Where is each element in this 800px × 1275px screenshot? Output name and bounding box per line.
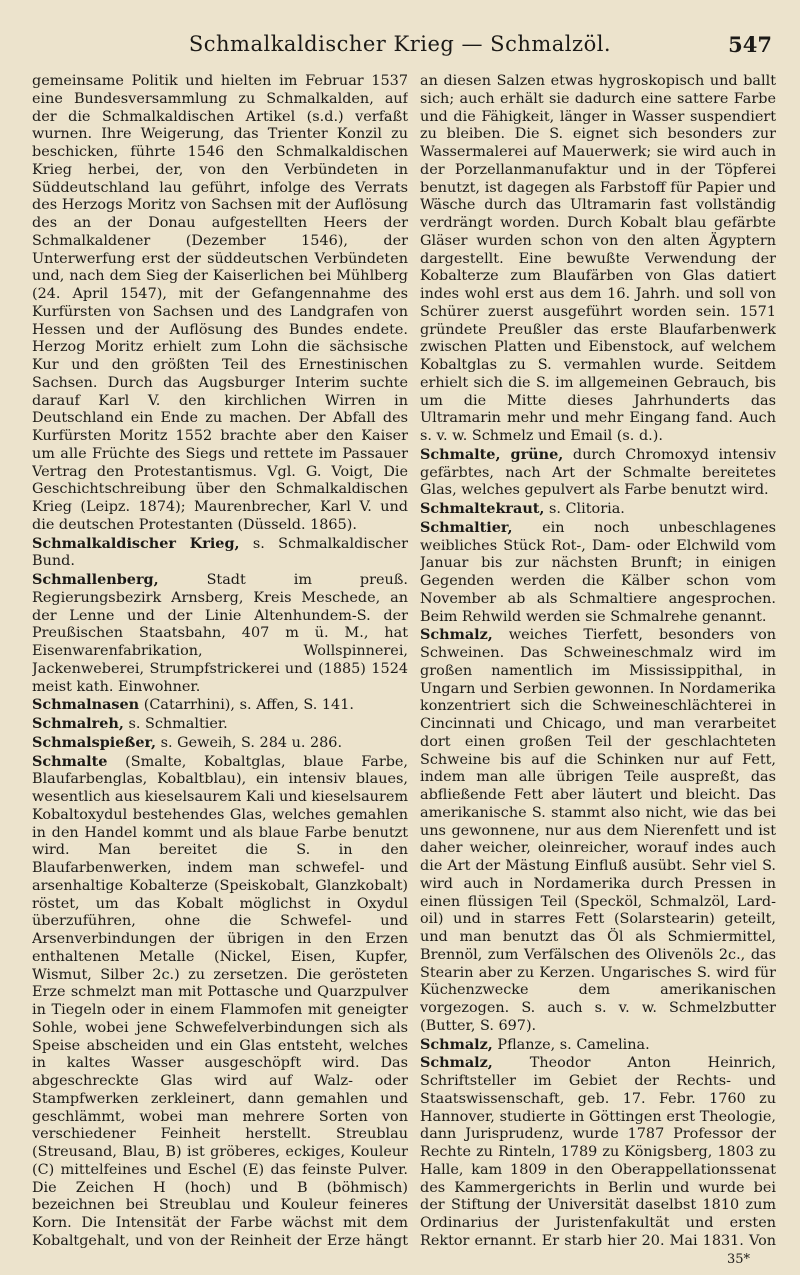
entry-headword: Schmalte <box>32 752 108 770</box>
entry-schmaltier <box>420 519 776 627</box>
entry-text: s. Geweih, S. 284 u. 286. <box>160 734 343 751</box>
entry-text: an diesen Salzen etwas hygroskopisch und ballt sich; auch erhält sie dadurch eine sattere Farbe und die Fähigkeit, länger in Wasser suspendiert zu bleiben. Die S. eignet sich besonders zur Wassermalerei auf Mauerwerk; sie wird auch in der Porzellanmanufaktur und in der Töpferei benutzt, ist dagegen als Farbstoff für Papier und Wäsche durch das Ultramarin fast vollständig verdrängt worden. Durch Kobalt blau gefärbte Gläser wurden schon von den alten Ägyptern dargestellt. Eine bewußte Verwendung der Kobalterze zum Blaufärben von Glas datiert indes wohl erst aus dem 16. Jahrh. und soll von Schürer zuerst ausgeführt worden sein. 1571 gründete Preußler das erste Blaufarbenwerk zwischen Platten und Eibenstock, auf welchem Kobaltglas zu S. vermahlen wurde. Seitdem erhielt sich die S. im allgemeinen Gebrauch, bis um die Mitte dieses Jahrhunderts das Ultramarin mehr und mehr Eingang fand. Auch s. v. w. Schmelz und Email (s. d.). <box>420 73 776 444</box>
entry-headword: Schmalz, <box>420 626 493 644</box>
entry-text: Theodor Anton Heinrich, Schriftsteller im Gebiet der Rechts- und Staatswissenschaft, geb. 17. Febr. 1760 zu Hannover, studierte in Göttingen erst Theologie, dann Jurisprudenz, wurde 1787 Professor der Rechte zu Rinteln, 1789 zu Königsberg, 1803 zu Halle, kam 1809 in den Oberappellationssenat des Kammergerichts in Berlin und wurde bei der Stiftung der Universität daselbst 1810 zum Ordinarius der Juristenfakultät und ersten Rektor ernannt. Er starb hier 20. Mai 1831. Von <box>420 1055 776 1249</box>
entry-schmalte-gruene <box>420 446 776 500</box>
entry-text: gemeinsame Politik und hielten im Februar 1537 eine Bundesversammlung zu Schmalkalden, auf der die Schmalkaldischen Artikel (s.d.) verfaßt wurnen. Ihre Weigerung, das Trienter Konzil zu beschicken, führte 1546 den Schmalkaldischen Krieg herbei, der, von den Verbündeten in Süddeutschland lau geführt, infolge des Verrats des Herzogs Moritz von Sachsen mit der Auflösung des an der Donau aufgestellten Heers der Schmalkaldener (Dezember 1546), der Unterwerfung erst der süddeutschen Verbündeten und, nach dem Sieg der Kaiserlichen bei Mühlberg (24. April 1547), mit der Gefangennahme des Kurfürsten von Sachsen und des Landgrafen von Hessen und der Auflösung des Bundes endete. Herzog Moritz erhielt zum Lohn die sächsische Kur und den größten Teil des Ernestinischen Sachsen. Durch das Augsburger Interim suchte darauf Karl V. den kirchlichen Wirren in Deutschland ein Ende zu machen. Der Abfall des Kurfürsten Moritz 1552 brachte aber den Kaiser um alle Früchte des Siegs und rettete im Passauer Vertrag den Protestantismus. Vgl. G. Voigt, Die Geschichtschreibung über den Schmalkaldischen Krieg (Leipz. 1874); Maurenbrecher, Karl V. und die deutschen Protestanten (Düsseld. 1865). <box>32 73 408 533</box>
entry-schmalz-pflanze <box>420 1036 776 1055</box>
entry-text: Pflanze, s. Camelina. <box>497 1036 650 1053</box>
entry-text: s. Schmalkaldischer Bund. <box>32 535 408 570</box>
entry-headword: Schmalkaldischer Krieg, <box>32 534 240 552</box>
entry-schmalz-fett <box>420 626 776 1035</box>
entry-continuation <box>420 72 776 446</box>
entry-text: s. Schmaltier. <box>128 716 228 732</box>
entry-headword: Schmalz, <box>420 1054 493 1072</box>
entry-headword: Schmaltier, <box>420 518 513 536</box>
entry-text: Stadt im preuß. Regierungsbezirk Arnsberg, Kreis Meschede, an der Lenne und der Linie Altenhundem-S. der Preußischen Staatsbahn, 407 m ü. M., hat Eisenwarenfabrikation, Wollspinnerei, Jackenweberei, Strumpfstrickerei und (1885) 1524 meist kath. Einwohner. <box>32 572 408 695</box>
entry-text: (Catarrhini), s. Affen, S. 141. <box>143 697 354 714</box>
entry-headword: Schmalspießer, <box>32 733 157 751</box>
entry-schmaltekraut <box>420 500 776 519</box>
entry-headword: Schmalreh, <box>32 715 124 732</box>
entry-headword: Schmallenberg, <box>32 571 159 588</box>
right-column <box>420 72 776 1251</box>
left-column <box>32 72 408 1251</box>
entry-schmalz-person <box>420 1054 776 1251</box>
entry-schmalnasen <box>32 696 408 715</box>
entry-text: ein noch unbeschlagenes weibliches Stück Rot-, Dam- oder Elchwild vom Januar bis zur nächsten Brunft; in einigen Gegenden werden die Kälber schon vom November ab als Schmaltiere angesprochen. Beim Rehwild werden sie Schmalrehe genannt. <box>420 519 776 625</box>
running-header <box>0 30 800 62</box>
entry-schmalreh <box>32 715 408 734</box>
entry-continuation <box>32 72 408 535</box>
entry-text: (Smalte, Kobaltglas, blaue Farbe, Blaufarbenglas, Kobaltblau), ein intensiv blaues, wesentlich aus kieselsaurem Kali und kieselsaurem Kobaltoxydul bestehendes Glas, welches gemahlen in den Handel kommt und als blaue Farbe benutzt wird. Man bereitet die S. in den Blaufarbenwerken, indem man schwefel- und arsenhaltige Kobalterze (Speiskobalt, Glanzkobalt) röstet, um das Kobalt möglichst in Oxydul überzuführen, ohne die Schwefel- und Arsenverbindungen der übrigen in den Erzen enthaltenen Metalle (Nickel, Eisen, Kupfer, Wismut, Silber 2c.) zu zersetzen. Die gerösteten Erze schmelzt man mit Pottasche und Quarzpulver in Tiegeln oder in einem Flammofen mit geneigter Sohle, wobei jene Schwefelverbindungen sich als Speise abscheiden und ein Glas entsteht, welches in kaltes Wasser ausgeschöpft wird. Das abgeschreckte Glas wird auf Walz- oder Stampfwerken zerkleinert, dann gemahlen und geschlämmt, wobei man mehrere Sorten von verschiedener Feinheit herstellt. Streublau (Streusand, Blau, B) ist gröberes, eckiges, Kouleur (C) mittelfeines und Eschel (E) das feinste Pulver. Die Zeichen H (hoch) und B (böhmisch) bezeichnen bei Streublau und Kouleur feineres Korn. Die Intensität der Farbe wächst mit dem Kobaltgehalt, und von der Reinheit der Erze hängt <box>32 753 408 1249</box>
entry-headword: Schmalte, grüne, <box>420 445 564 463</box>
entry-text: weiches Tierfett, besonders von Schweinen. Das Schweineschmalz wird im großen namentlich im Mississippithal, in Ungarn und Serbien gewonnen. In Nordamerika konzentriert sich die Schweineschlächterei in Cincinnati und Chicago, und man verarbeitet dort einen großen Teil der geschlachteten Schweine bis auf die Schinken nur auf Fett, indem man alle übrigen Teile auspreßt, das abfließende Fett aber läutert und bleicht. Das amerikanische S. stammt also nicht, wie das bei uns gewonnene, nur aus dem Nierenfett und ist daher weicher, oleinreicher, worauf indes auch die Art der Mästung Einfluß ausübt. Sehr viel S. wird auch in Nordamerika durch Pressen in einen flüssigen Teil (Specköl, Schmalzöl, Lard-oil) und in starres Fett (Solarstearin) geteilt, und man benutzt das Öl als Schmiermittel, Brennöl, zum Verfälschen des Olivenöls 2c., das Stearin aber zu Kerzen. Ungarisches S. wird für Küchenzwecke dem amerikanischen vorgezogen. S. auch s. v. w. Schmelzbutter (Butter, S. 697). <box>420 627 776 1034</box>
entry-headword: Schmalz, <box>420 1035 493 1053</box>
entry-schmallenberg <box>32 571 408 696</box>
entry-schmalspiesser <box>32 734 408 753</box>
entry-schmalte <box>32 753 408 1252</box>
running-title: Schmalkaldischer Krieg — Schmalzöl. <box>188 32 612 56</box>
entry-headword: Schmalnasen <box>32 696 140 714</box>
entry-headword: Schmaltekraut, <box>420 500 545 517</box>
entry-schmalkaldischer-krieg <box>32 535 408 572</box>
signature-mark: 35* <box>726 1252 750 1267</box>
entry-text: durch Chromoxyd intensiv gefärbtes, nach Art der Schmalte bereitetes Glas, welches gepulvert als Farbe benutzt wird. <box>420 446 776 499</box>
page-number: 547 <box>728 32 772 57</box>
entry-text: s. Clitoria. <box>549 501 625 517</box>
